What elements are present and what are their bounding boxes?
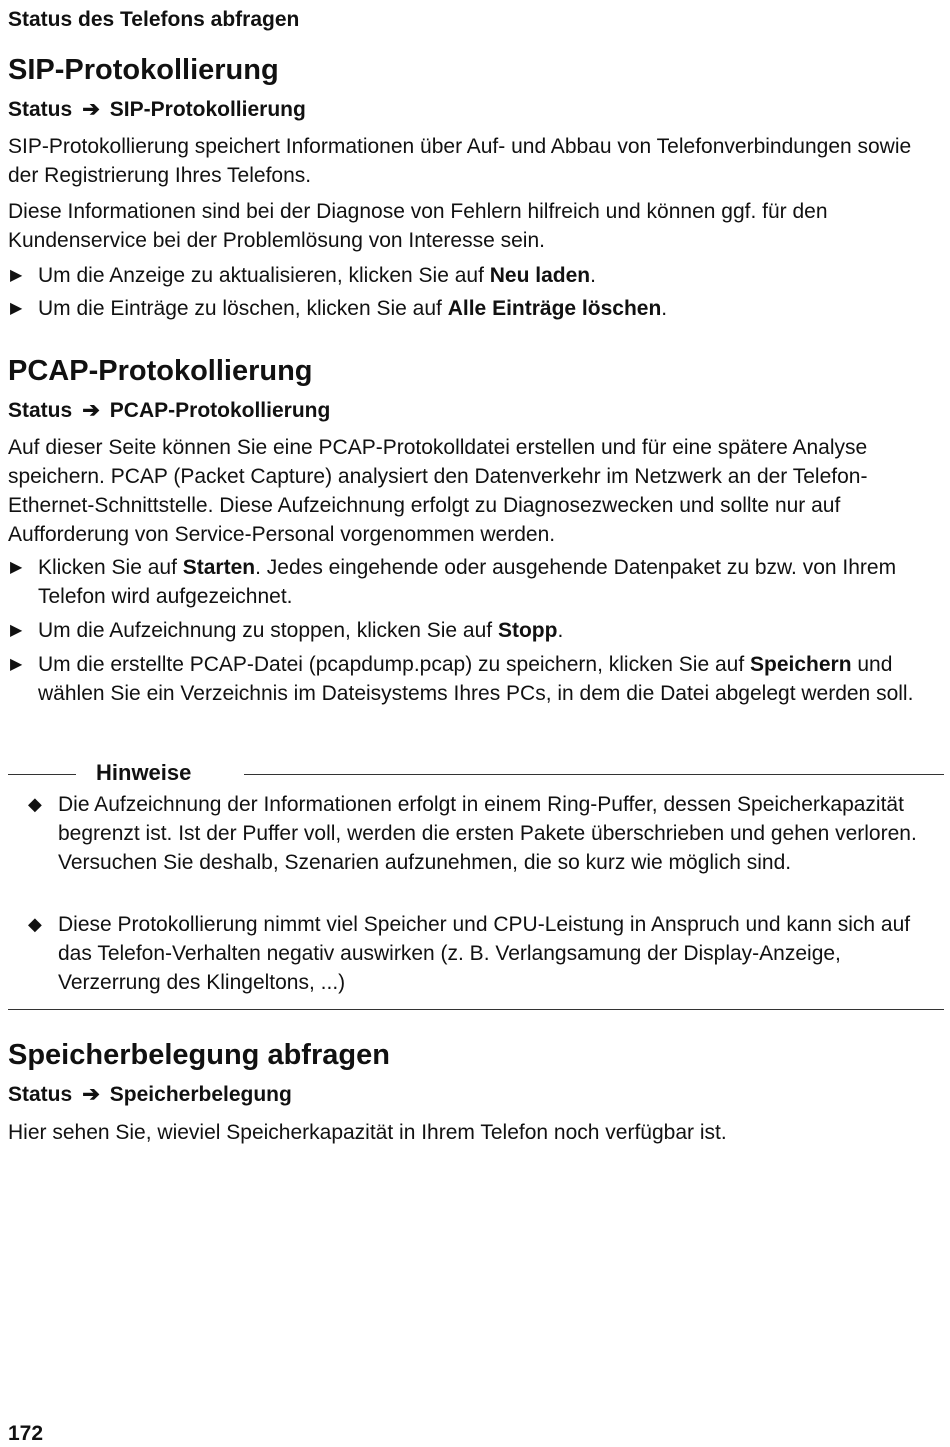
sip-step-1 [8, 261, 942, 290]
notes-rule-right [244, 774, 944, 775]
triangle-right-icon: ▶ [10, 559, 23, 576]
step-text: Um die Anzeige zu aktualisieren, klicken Sie auf [38, 264, 490, 287]
memory-paragraph-1: Hier sehen Sie, wieviel Speicherkapazität in Ihrem Telefon noch verfügbar ist. [8, 1121, 727, 1144]
step-text: Um die Einträge zu löschen, klicken Sie auf [38, 297, 448, 320]
page-number: 172 [8, 1422, 44, 1445]
triangle-right-icon: ▶ [10, 656, 23, 673]
sip-paragraph-1: SIP-Protokollierung speichert Informationen über Auf- und Abbau von Telefonverbindungen sowie der Registrierung Ihres Telefons. [8, 135, 912, 187]
notes-rule-bottom [8, 1009, 944, 1010]
notes-rule-left [8, 774, 76, 775]
step-text: Um die erstellte PCAP-Datei (pcapdump.pcap) zu speichern, klicken Sie auf [38, 653, 750, 676]
triangle-right-icon: ▶ [10, 622, 23, 639]
pcap-paragraph-1: Auf dieser Seite können Sie eine PCAP-Protokolldatei erstellen und für eine spätere Analyse speichern. PCAP (Packet Capture) analysiert den Datenverkehr im Netzwerk an der Telefon-Ethernet-Schnittstelle. Diese Aufzeichnung erfolgt zu Diagnosezwecken und sollte nur auf Aufforderung von Service-Personal vorgenommen werden. [8, 436, 868, 546]
sip-paragraph-2: Diese Informationen sind bei der Diagnose von Fehlern hilfreich und können ggf. für den Kundenservice bei der Problemlösung von Interesse sein. [8, 200, 828, 252]
path-root: Status [8, 1083, 73, 1106]
step-text-end: . [661, 297, 668, 320]
diamond-icon: ◆ [28, 794, 42, 814]
note-text: Die Aufzeichnung der Informationen erfolgt in einem Ring-Puffer, dessen Speicherkapazität begrenzt ist. Ist der Puffer voll, werden die ersten Pakete überschrieben und gehen verloren. Versuchen Sie deshalb, Szenarien aufzunehmen, die so kurz wie möglich sind. [58, 793, 917, 874]
pcap-step-1 [8, 553, 942, 611]
running-head: Status des Telefons abfragen [8, 8, 300, 31]
pcap-step-3 [8, 650, 942, 708]
sip-menu-path [8, 97, 306, 122]
step-command: Stopp [497, 619, 558, 642]
note-item-2 [28, 910, 928, 997]
pcap-heading: PCAP-Protokollierung [8, 355, 313, 387]
step-command: Speichern [750, 653, 852, 676]
arrow-right-icon: ➔ [82, 98, 100, 121]
memory-heading: Speicherbelegung abfragen [8, 1039, 390, 1071]
step-text: Klicken Sie auf [38, 556, 183, 579]
triangle-right-icon: ▶ [10, 300, 23, 317]
notes-title: Hinweise [96, 760, 192, 785]
pcap-step-2 [8, 616, 942, 645]
step-text-end: und wählen Sie ein Verzeichnis im Dateisystems Ihres PCs, in dem die Datei abgelegt werden soll. [38, 653, 914, 705]
sip-step-2 [8, 294, 942, 323]
arrow-right-icon: ➔ [82, 1083, 100, 1106]
path-leaf: Speicherbelegung [109, 1083, 292, 1106]
step-text-end: . [590, 264, 596, 287]
diamond-icon: ◆ [28, 914, 42, 934]
memory-menu-path [8, 1082, 292, 1107]
path-root: Status [8, 98, 73, 121]
note-text: Diese Protokollierung nimmt viel Speicher und CPU-Leistung in Anspruch und kann sich auf das Telefon-Verhalten negativ auswirken (z. B. Verlangsamung der Display-Anzeige, Verzerrung des Klingeltons, ...) [58, 913, 911, 994]
step-command: Neu laden [489, 264, 591, 287]
note-item-1 [28, 790, 928, 877]
pcap-menu-path [8, 398, 330, 423]
triangle-right-icon: ▶ [10, 267, 23, 284]
path-root: Status [8, 399, 73, 422]
arrow-right-icon: ➔ [82, 399, 100, 422]
step-command: Starten [182, 556, 256, 579]
step-command: Alle Einträge löschen [447, 297, 662, 320]
step-text-end: . Jedes eingehende oder ausgehende Datenpaket zu bzw. von Ihrem Telefon wird aufgezeichnet. [38, 556, 897, 608]
path-leaf: PCAP-Protokollierung [109, 399, 331, 422]
sip-heading: SIP-Protokollierung [8, 54, 279, 86]
step-text: Um die Aufzeichnung zu stoppen, klicken Sie auf [38, 619, 498, 642]
step-text-end: . [557, 619, 564, 642]
path-leaf: SIP-Protokollierung [109, 98, 306, 121]
